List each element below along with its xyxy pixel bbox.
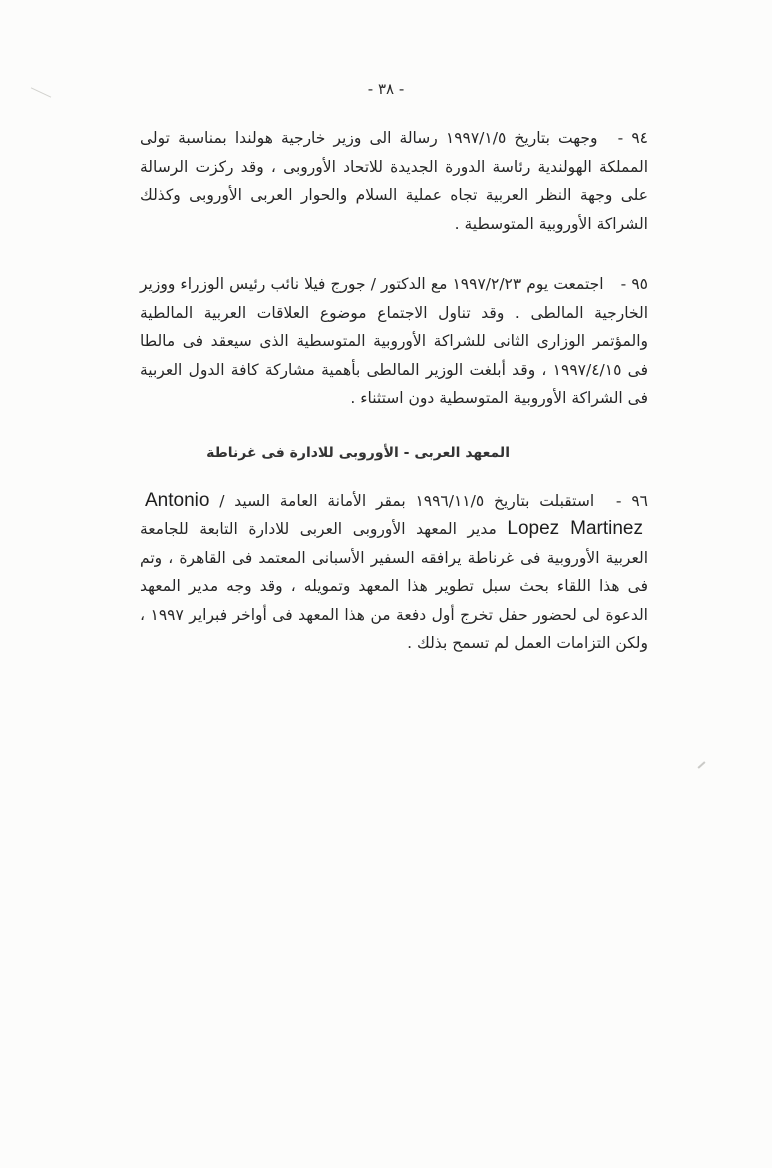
paragraph-96-number: ٩٦ - xyxy=(615,491,648,510)
paragraph-95-number: ٩٥ - xyxy=(620,275,648,293)
paragraph-94-number: ٩٤ - xyxy=(617,129,648,147)
latin-name: Antonio Lopez Martinez xyxy=(145,489,643,539)
paragraph-94 xyxy=(140,124,648,238)
paragraph-96-text-after: مدير المعهد الأوروبى العربى للادارة التابعة للجامعة العربية الأوروبية فى غرناطة يرافقه السفير الأسبانى المعتمد فى القاهرة ، وتم فى هذا اللقاء بحث سبل تطوير هذا المعهد وتمويله ، وقد وجه مدير المعهد الدعوة لى لحضور حفل تخرج أول دفعة من هذا المعهد فى أواخر فبراير ١٩٩٧ ، ولكن التزامات العمل لم تسمح بذلك . xyxy=(140,520,648,652)
section-heading: المعهد العربى - الأوروبى للادارة فى غرناطة xyxy=(206,444,510,461)
paragraph-95 xyxy=(140,270,648,413)
page-number: - ٣٨ - xyxy=(367,80,405,98)
scanned-document-page xyxy=(0,80,772,1168)
paragraph-94-text: وجهت بتاريخ ١٩٩٧/١/٥ رسالة الى وزير خارجية هولندا بمناسبة تولى المملكة الهولندية رئاسة الدورة الجديدة للاتحاد الأوروبى ، وقد ركزت الرسالة على وجهة النظر العربية تجاه عملية السلام والحوار العربى الأوروبى وكذلك الشراكة الأوروبية المتوسطية . xyxy=(140,129,648,233)
document-content xyxy=(140,124,648,658)
paragraph-95-text: اجتمعت يوم ١٩٩٧/٢/٢٣ مع الدكتور / جورج فيلا نائب رئيس الوزراء ووزير الخارجية المالطى . وقد تناول الاجتماع موضوع العلاقات العربية المالطية والمؤتمر الوزارى الثانى للشراكة الأوروبية المتوسطية الذى سيعقد فى مالطا فى ١٩٩٧/٤/١٥ ، وقد أبلغت الوزير المالطى بأهمية مشاركة كافة الدول العربية فى الشراكة الأوروبية المتوسطية دون استثناء . xyxy=(140,275,648,407)
paragraph-96-text-before: استقبلت بتاريخ ١٩٩٦/١١/٥ بمقر الأمانة العامة السيد / xyxy=(219,491,595,510)
scan-artifact xyxy=(697,761,705,769)
paragraph-96 xyxy=(140,487,648,658)
